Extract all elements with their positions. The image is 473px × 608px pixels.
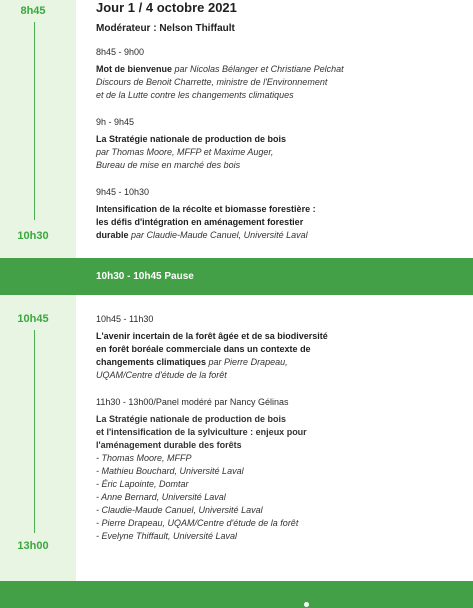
timeline-sidebar-late-morning [0,295,76,581]
timeline-sidebar-morning [0,0,76,258]
session-time: 8h45 - 9h00 [96,47,145,57]
session-speakers: par Nicolas Bélanger et Christiane Pelchat [172,64,344,74]
session-title-line: en forêt boréale commerciale dans un contexte de [96,344,311,354]
session-speakers: Bureau de mise en marché des bois [96,160,241,170]
day-title: Jour 1 / 4 octobre 2021 [96,0,237,15]
panel-session-block [96,396,466,543]
session-time: 9h45 - 10h30 [96,187,150,197]
page-dot-indicator [304,602,309,607]
session-title-line: L'avenir incertain de la forêt âgée et de sa biodiversité [96,331,328,341]
panelist-item: - Claudie-Maude Canuel, Université Laval [96,505,263,515]
session-time: 9h - 9h45 [96,117,135,127]
session-time: 11h30 - 13h00/Panel modéré par Nancy Gélinas [96,397,289,407]
panelist-item: - Mathieu Bouchard, Université Laval [96,466,244,476]
time-label-end: 10h30 [17,230,49,242]
session-title: Mot de bienvenue [96,64,173,74]
footer-banner [0,581,473,608]
session-block [96,116,466,172]
session-title-line: l'aménagement durable des forêts [96,440,242,450]
session-time: 10h45 - 11h30 [96,314,154,324]
moderator-line: Modérateur : Nelson Thiffault [96,23,235,34]
time-label-end: 13h00 [17,540,49,552]
session-title-line [96,356,466,369]
timeline-line [34,330,35,533]
session-title-line: et l'intensification de la sylviculture : enjeux pour [96,427,307,437]
session-speakers: par Pierre Drapeau, [206,357,288,367]
session-title-line: les défis d'intégration en aménagement forestier [96,217,304,227]
time-label-start: 10h45 [17,313,49,325]
pause-label: 10h30 - 10h45 Pause [96,271,194,282]
session-block [96,46,466,102]
timeline-line [34,22,35,220]
session-speakers: par Thomas Moore, MFFP et Maxime Auger, [96,147,274,157]
session-affiliation: UQAM/Centre d'étude de la forêt [96,370,227,380]
time-label-start: 8h45 [20,5,46,17]
session-title-end: changements climatiques [96,357,207,367]
session-speakers: par Claudie-Maude Canuel, Université Laval [128,230,308,240]
panelist-item: - Pierre Drapeau, UQAM/Centre d'étude de la forêt [96,518,299,528]
pause-banner [0,258,473,295]
session-detail: Discours de Benoit Charrette, ministre de l'Environnement [96,77,328,87]
session-detail: et de la Lutte contre les changements climatiques [96,90,294,100]
panelist-item: - Evelyne Thiffault, Université Laval [96,531,238,541]
session-title-line [96,229,466,242]
session-title-line: La Stratégie nationale de production de bois [96,414,287,424]
session-title-end: durable [96,230,129,240]
session-block [96,186,466,242]
session-block [96,313,466,382]
panelist-item: - Anne Bernard, Université Laval [96,492,226,502]
session-title: La Stratégie nationale de production de bois [96,134,287,144]
panelist-item: - Thomas Moore, MFFP [96,453,192,463]
session-title-line [96,63,466,76]
session-title-line: Intensification de la récolte et biomasse forestière : [96,204,316,214]
panelist-item: - Éric Lapointe, Domtar [96,479,189,489]
